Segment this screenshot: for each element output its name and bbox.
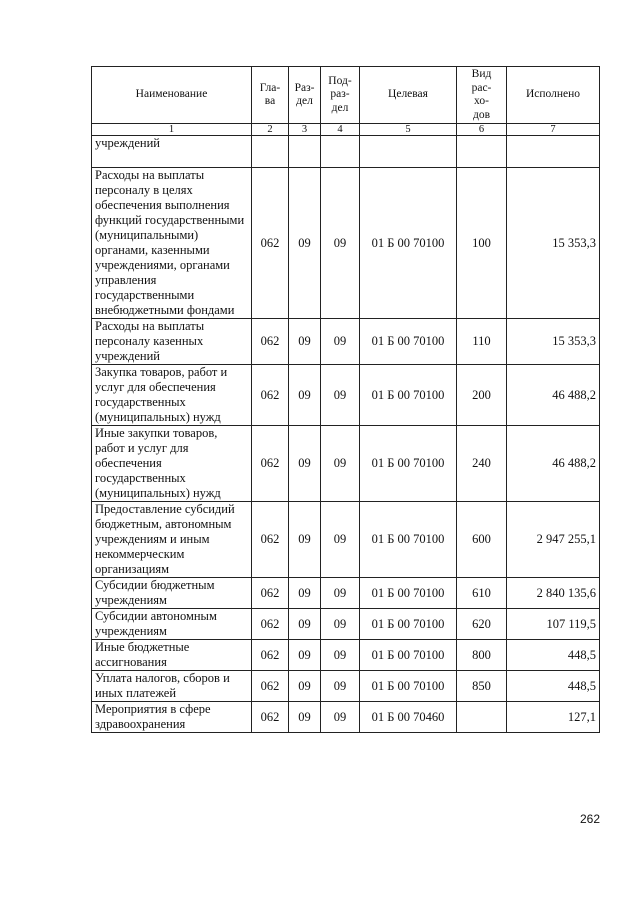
row-podrazdel: 09 (321, 426, 360, 502)
row-name: Расходы на выплаты персоналу в целях обеспечения выполнения функций государственными (муниципальными) органами, казенными учреждениями, органами управления государственными внебюджетными фондами (92, 168, 252, 319)
row-glava: 062 (252, 578, 289, 609)
row-podrazdel: 09 (321, 640, 360, 671)
table-row (92, 168, 600, 319)
row-podrazdel: 09 (321, 365, 360, 426)
table-row (92, 702, 600, 733)
row-podrazdel: 09 (321, 168, 360, 319)
row-glava: 062 (252, 319, 289, 365)
header-glava: Гла- ва (252, 67, 289, 124)
row-razdel: 09 (289, 168, 321, 319)
row-name: Закупка товаров, работ и услуг для обеспечения государственных (муниципальных) нужд (92, 365, 252, 426)
row-name: Расходы на выплаты персоналу казенных учреждений (92, 319, 252, 365)
row-ispolneno: 46 488,2 (507, 365, 600, 426)
row-glava: 062 (252, 168, 289, 319)
header-row (92, 67, 600, 124)
row-podrazdel: 09 (321, 502, 360, 578)
table-row (92, 640, 600, 671)
row-vid-raskhodov: 200 (457, 365, 507, 426)
row-razdel: 09 (289, 609, 321, 640)
row-vid-raskhodov: 610 (457, 578, 507, 609)
table-row (92, 609, 600, 640)
header-tselevaya: Целевая (360, 67, 457, 124)
table-row (92, 502, 600, 578)
budget-table (91, 66, 600, 733)
row-vid-raskhodov: 620 (457, 609, 507, 640)
row-ispolneno: 127,1 (507, 702, 600, 733)
row-name: Уплата налогов, сборов и иных платежей (92, 671, 252, 702)
header-razdel: Раз- дел (289, 67, 321, 124)
row-ispolneno: 107 119,5 (507, 609, 600, 640)
row-podrazdel: 09 (321, 671, 360, 702)
col-number: 1 (92, 124, 252, 136)
row-tselevaya: 01 Б 00 70100 (360, 319, 457, 365)
row-vid-raskhodov: 240 (457, 426, 507, 502)
row-glava: 062 (252, 640, 289, 671)
row-glava: 062 (252, 426, 289, 502)
row-ispolneno: 2 947 255,1 (507, 502, 600, 578)
table-row (92, 365, 600, 426)
row-glava: 062 (252, 702, 289, 733)
header-vid-raskhodov: Вид рас- хо- дов (457, 67, 507, 124)
row-tselevaya: 01 Б 00 70100 (360, 578, 457, 609)
row-podrazdel: 09 (321, 319, 360, 365)
continuation-row (92, 136, 600, 168)
row-tselevaya: 01 Б 00 70100 (360, 671, 457, 702)
row-ispolneno: 2 840 135,6 (507, 578, 600, 609)
col-number: 6 (457, 124, 507, 136)
table-row (92, 578, 600, 609)
row-tselevaya: 01 Б 00 70100 (360, 365, 457, 426)
row-vid-raskhodov: 600 (457, 502, 507, 578)
row-glava: 062 (252, 609, 289, 640)
col-number: 4 (321, 124, 360, 136)
row-glava: 062 (252, 671, 289, 702)
table-row (92, 671, 600, 702)
row-podrazdel: 09 (321, 578, 360, 609)
row-razdel: 09 (289, 640, 321, 671)
row-ispolneno: 448,5 (507, 671, 600, 702)
row-name: Субсидии автономным учреждениям (92, 609, 252, 640)
header-podrazdel: Под- раз- дел (321, 67, 360, 124)
row-tselevaya: 01 Б 00 70100 (360, 609, 457, 640)
row-ispolneno: 15 353,3 (507, 319, 600, 365)
row-tselevaya: 01 Б 00 70100 (360, 168, 457, 319)
row-podrazdel: 09 (321, 702, 360, 733)
row-razdel: 09 (289, 578, 321, 609)
row-ispolneno: 15 353,3 (507, 168, 600, 319)
row-razdel: 09 (289, 502, 321, 578)
row-razdel: 09 (289, 671, 321, 702)
row-name: учреждений (92, 136, 252, 168)
row-name: Иные бюджетные ассигнования (92, 640, 252, 671)
col-number: 2 (252, 124, 289, 136)
row-name: Субсидии бюджетным учреждениям (92, 578, 252, 609)
row-ispolneno: 448,5 (507, 640, 600, 671)
row-name: Иные закупки товаров, работ и услуг для обеспечения государственных (муниципальных) нужд (92, 426, 252, 502)
header-ispolneno: Исполнено (507, 67, 600, 124)
row-razdel: 09 (289, 702, 321, 733)
row-tselevaya: 01 Б 00 70100 (360, 502, 457, 578)
column-number-row (92, 124, 600, 136)
row-razdel: 09 (289, 365, 321, 426)
row-glava: 062 (252, 502, 289, 578)
row-razdel: 09 (289, 426, 321, 502)
table-row (92, 319, 600, 365)
header-naimenovanie: Наименование (92, 67, 252, 124)
row-razdel: 09 (289, 319, 321, 365)
row-vid-raskhodov: 800 (457, 640, 507, 671)
row-podrazdel: 09 (321, 609, 360, 640)
col-number: 3 (289, 124, 321, 136)
col-number: 5 (360, 124, 457, 136)
row-tselevaya: 01 Б 00 70100 (360, 640, 457, 671)
page-number: 262 (579, 812, 600, 826)
row-vid-raskhodov: 100 (457, 168, 507, 319)
col-number: 7 (507, 124, 600, 136)
table-row (92, 426, 600, 502)
row-name: Мероприятия в сфере здравоохранения (92, 702, 252, 733)
row-tselevaya: 01 Б 00 70460 (360, 702, 457, 733)
row-vid-raskhodov (457, 702, 507, 733)
row-tselevaya: 01 Б 00 70100 (360, 426, 457, 502)
row-name: Предоставление субсидий бюджетным, автономным учреждениям и иным некоммерческим организациям (92, 502, 252, 578)
row-vid-raskhodov: 850 (457, 671, 507, 702)
row-vid-raskhodov: 110 (457, 319, 507, 365)
row-glava: 062 (252, 365, 289, 426)
row-ispolneno: 46 488,2 (507, 426, 600, 502)
